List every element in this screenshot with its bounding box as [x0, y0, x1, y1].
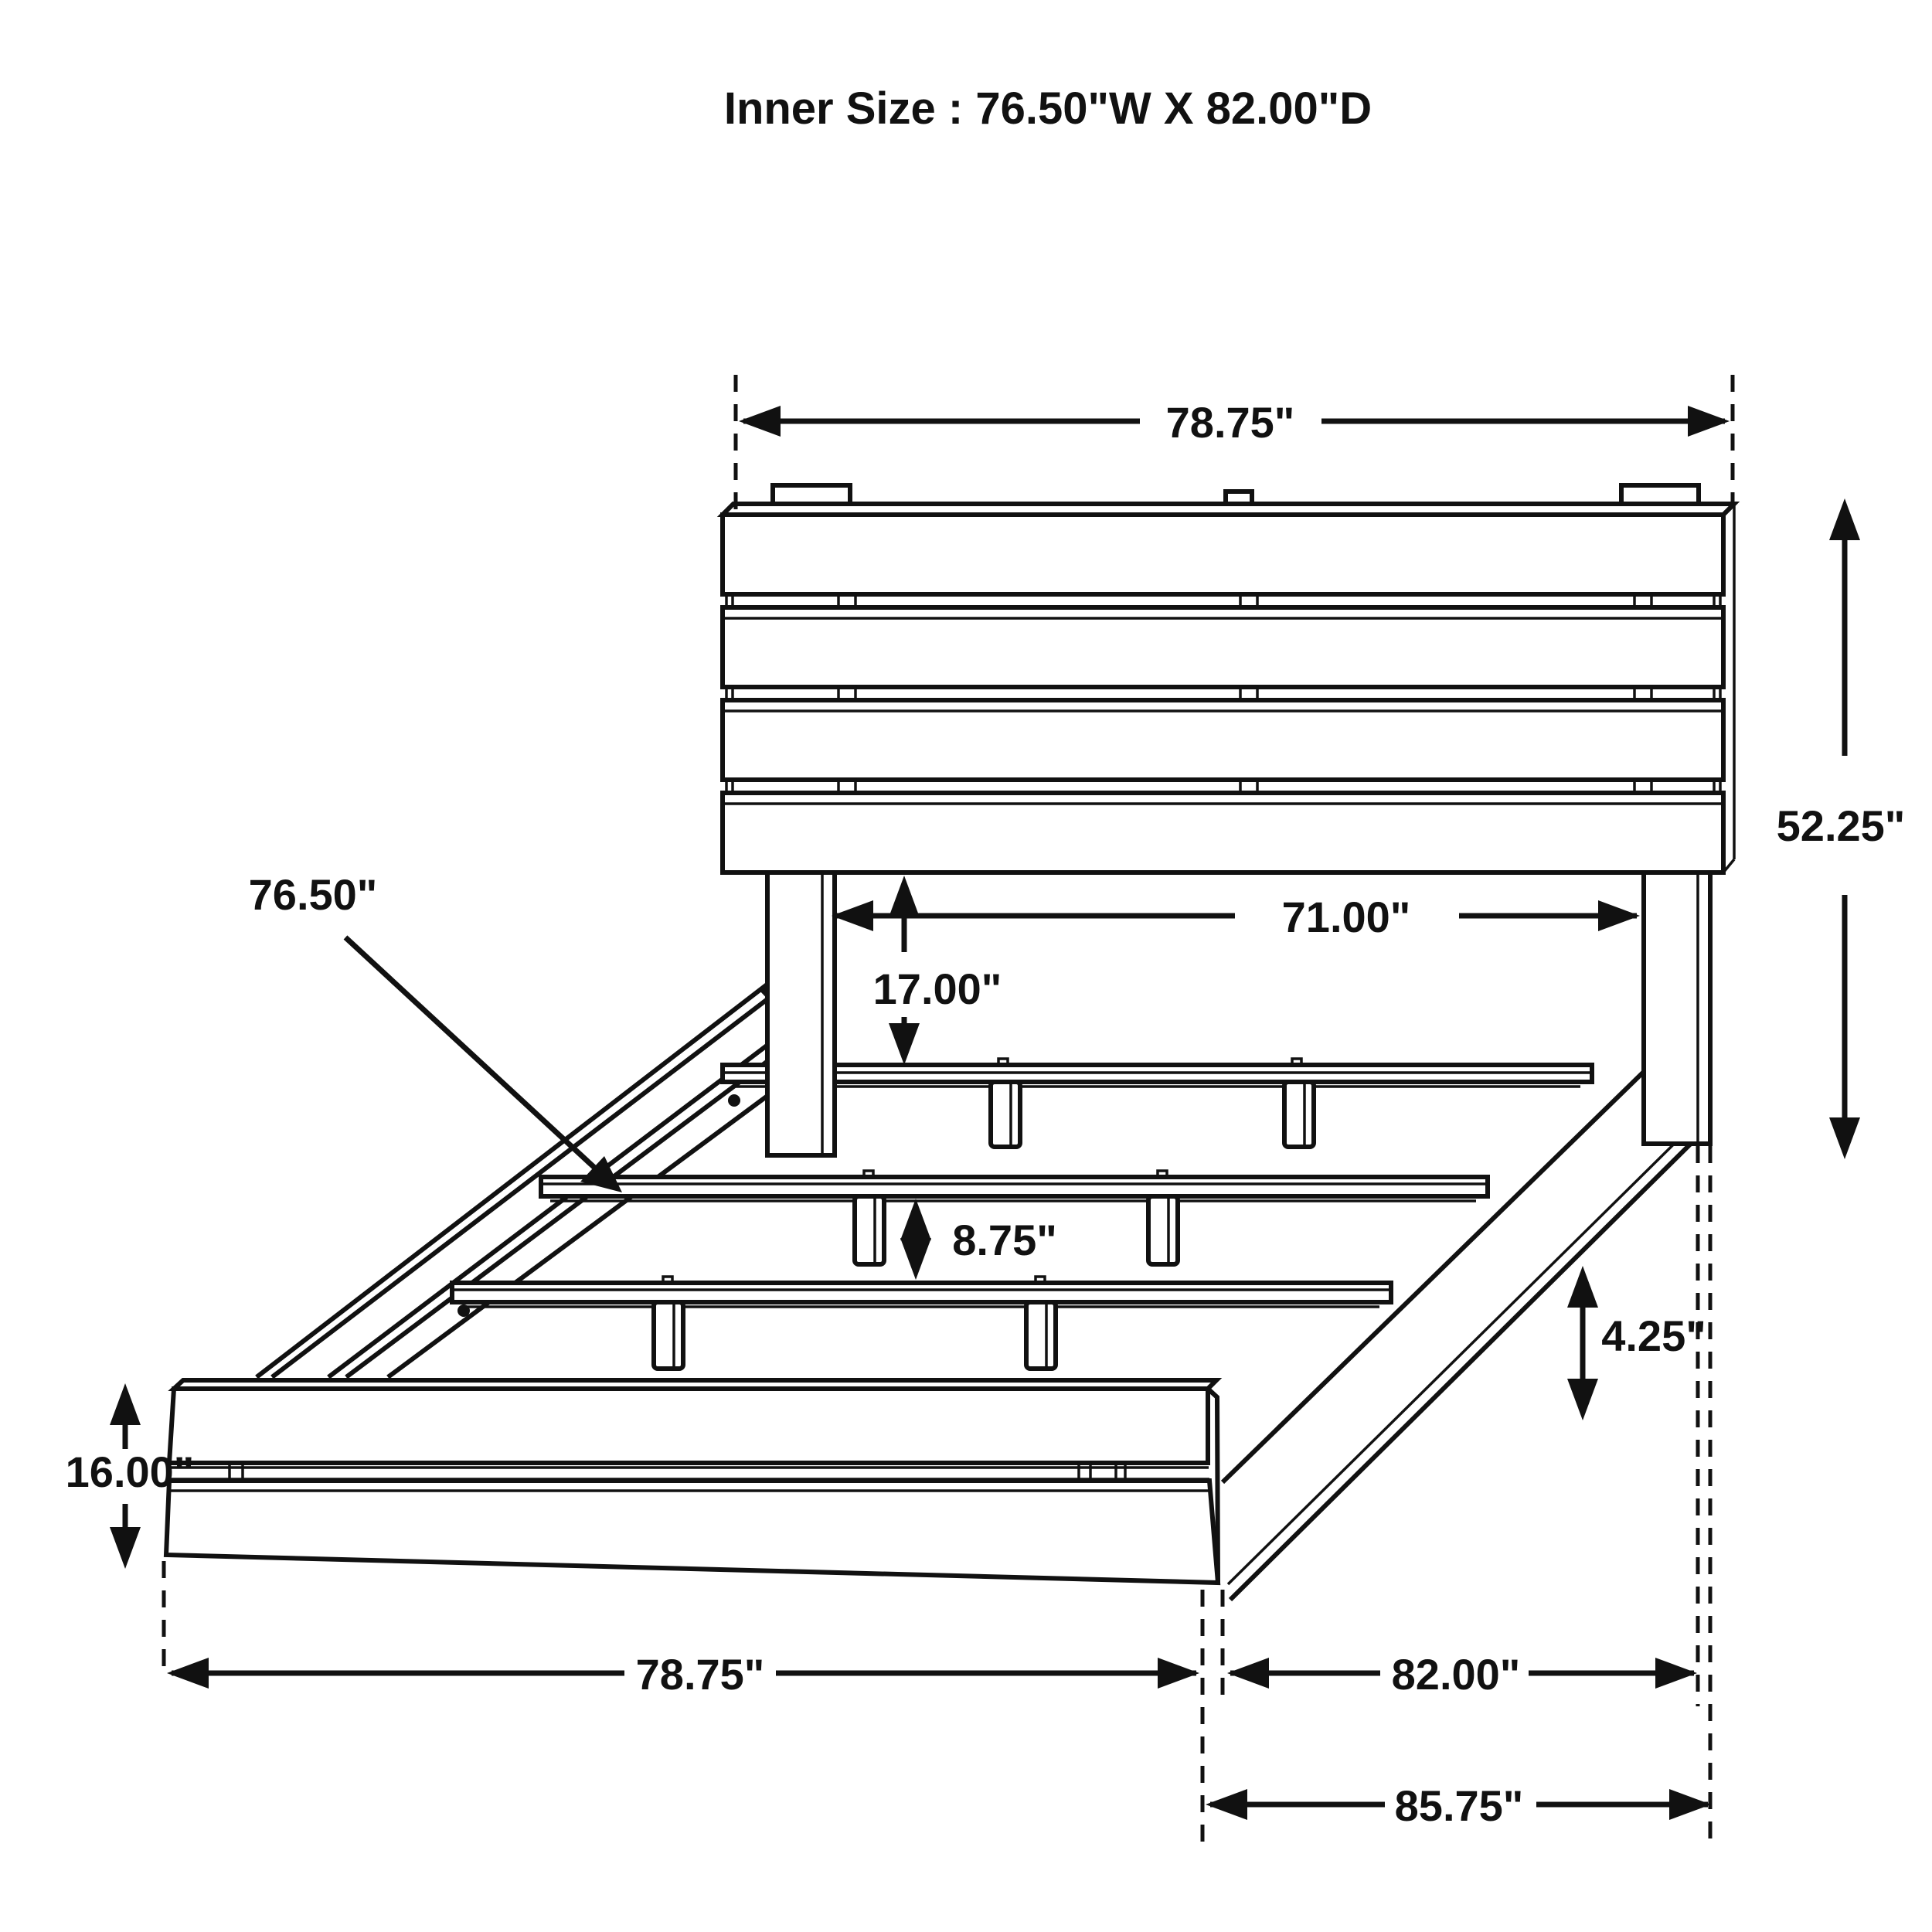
dim-inner-depth — [1223, 1146, 1698, 1706]
arrowhead-up — [900, 1199, 931, 1240]
footboard — [166, 1380, 1218, 1583]
slat-board — [452, 1283, 1391, 1302]
arrowhead-up — [1829, 498, 1860, 540]
dim-label: 17.00" — [872, 964, 1002, 1013]
dim-headboard-to-slat — [873, 876, 1002, 1065]
dim-label: 4.25" — [1601, 1311, 1706, 1360]
arrowhead-down — [110, 1527, 141, 1569]
slat-peg — [998, 1059, 1008, 1065]
slat-leg — [991, 1082, 1020, 1147]
arrowhead-down — [900, 1238, 931, 1280]
dim-side-rail-height — [1567, 1266, 1706, 1420]
arrowhead-left — [739, 406, 781, 437]
dim-label: 52.25" — [1776, 801, 1906, 850]
dim-label: 8.75" — [952, 1216, 1057, 1264]
slat-board — [541, 1177, 1488, 1196]
arrowhead-left — [832, 900, 873, 931]
headboard-left-leg — [767, 872, 835, 1155]
callout-slat-length — [249, 870, 622, 1192]
arrowhead-up — [110, 1383, 141, 1425]
arrowhead-left — [1227, 1658, 1269, 1689]
arrowhead-right — [1598, 900, 1640, 931]
slat-peg — [1158, 1171, 1167, 1177]
dim-headboard-height — [1777, 498, 1906, 1159]
dim-label: 71.00" — [1281, 893, 1411, 941]
arrowhead-left — [167, 1658, 209, 1689]
slat-leg — [654, 1302, 683, 1369]
slat-peg — [663, 1277, 672, 1283]
dim-label: 85.75" — [1394, 1781, 1524, 1830]
arrowhead-down — [889, 1023, 920, 1065]
dim-label: 78.75" — [1165, 398, 1295, 447]
arrowhead-right — [1669, 1789, 1711, 1820]
arrowhead-down — [1567, 1379, 1598, 1420]
callout-label: 76.50" — [248, 870, 378, 919]
headboard — [723, 485, 1734, 1155]
arrowhead-up — [889, 876, 920, 917]
arrowhead-up — [1567, 1266, 1598, 1308]
arrowhead-right — [1655, 1658, 1697, 1689]
headboard-right-leg — [1644, 872, 1710, 1144]
arrowhead-right — [1688, 406, 1730, 437]
arrowhead-right — [1158, 1658, 1199, 1689]
dim-slat-support-height — [900, 1199, 1057, 1280]
dim-label: 78.75" — [635, 1650, 765, 1699]
slat-row-near-headboard — [723, 1059, 1592, 1147]
slat-leg — [1284, 1082, 1314, 1147]
slat-peg — [864, 1171, 873, 1177]
slat-leg — [1026, 1302, 1056, 1369]
rail-cleat-top-edge — [346, 1048, 785, 1377]
leader-line — [345, 937, 611, 1182]
slat-leg — [1148, 1196, 1178, 1264]
rail-front-bottom-edge — [328, 1034, 782, 1377]
arrowhead-down — [1829, 1117, 1860, 1159]
slat-leg — [855, 1196, 884, 1264]
dim-inner-width — [832, 893, 1640, 941]
headboard-slat — [723, 515, 1723, 594]
page-title: Inner Size : 76.50"W X 82.00"D — [723, 83, 1372, 134]
slat-peg — [1292, 1059, 1301, 1065]
dim-footboard-width — [164, 1561, 1202, 1847]
slat-row-near-footboard — [452, 1277, 1391, 1369]
footboard-lower-board — [166, 1481, 1218, 1583]
cleat-screw-hole — [728, 1094, 740, 1107]
dim-label: 16.00" — [65, 1447, 195, 1496]
dim-label: 82.00" — [1391, 1650, 1521, 1699]
footboard-upper-board — [169, 1389, 1208, 1463]
arrowhead-left — [1206, 1789, 1247, 1820]
slat-peg — [1036, 1277, 1045, 1283]
